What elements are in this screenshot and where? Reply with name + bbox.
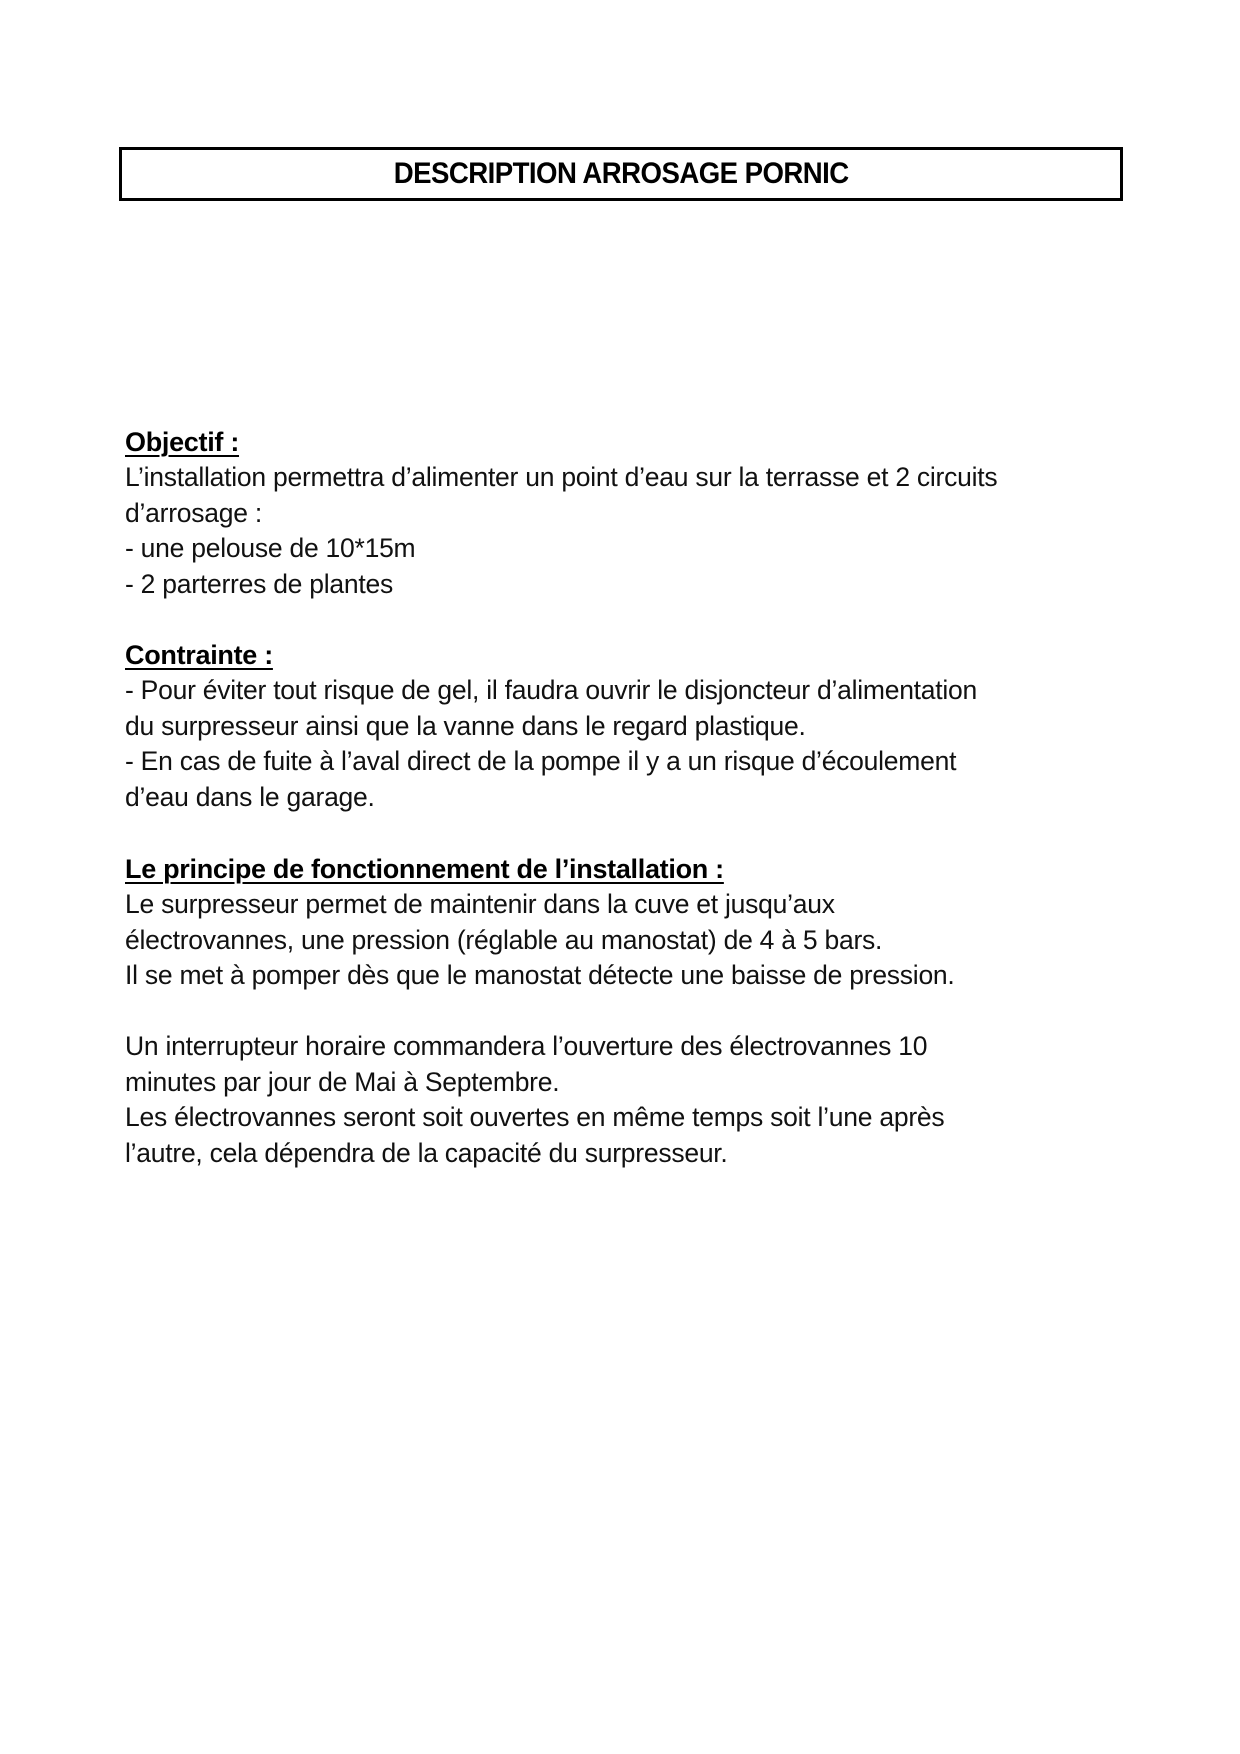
section-heading: Objectif :: [125, 427, 240, 457]
section-principe: [125, 852, 1125, 1171]
list-item: - 2 parterres de plantes: [125, 568, 393, 599]
paragraph-gap: [125, 994, 1125, 1030]
body-line: électrovannes, une pression (réglable au manostat) de 4 à 5 bars.: [125, 924, 883, 955]
section-contrainte: [125, 638, 1125, 815]
document-title: DESCRIPTION ARROSAGE PORNIC: [393, 157, 849, 190]
body-line: - En cas de fuite à l’aval direct de la pompe il y a un risque d’écoulement: [125, 746, 957, 776]
body-line: d’eau dans le garage.: [125, 781, 375, 812]
body-line: du surpresseur ainsi que la vanne dans le regard plastique.: [125, 710, 806, 741]
body-line: Le surpresseur permet de maintenir dans la cuve et jusqu’aux: [125, 889, 835, 919]
section-objectif: [125, 425, 1125, 602]
body-line: L’installation permettra d’alimenter un point d’eau sur la terrasse et 2 circuits: [125, 462, 998, 492]
section-heading: Le principe de fonctionnement de l’installation :: [125, 854, 724, 884]
list-item: - une pelouse de 10*15m: [125, 533, 416, 563]
section-heading: Contrainte :: [125, 640, 273, 670]
body-line: Il se met à pomper dès que le manostat détecte une baisse de pression.: [125, 960, 955, 990]
title-box: [119, 147, 1123, 201]
body-line: Les électrovannes seront soit ouvertes en même temps soit l’une après: [125, 1102, 945, 1132]
body-line: d’arrosage :: [125, 497, 262, 528]
body-line: - Pour éviter tout risque de gel, il faudra ouvrir le disjoncteur d’alimentation: [125, 675, 978, 705]
body-line: l’autre, cela dépendra de la capacité du surpresseur.: [125, 1137, 728, 1168]
body-line: Un interrupteur horaire commandera l’ouverture des électrovannes 10: [125, 1031, 928, 1061]
body-line: minutes par jour de Mai à Septembre.: [125, 1066, 560, 1097]
